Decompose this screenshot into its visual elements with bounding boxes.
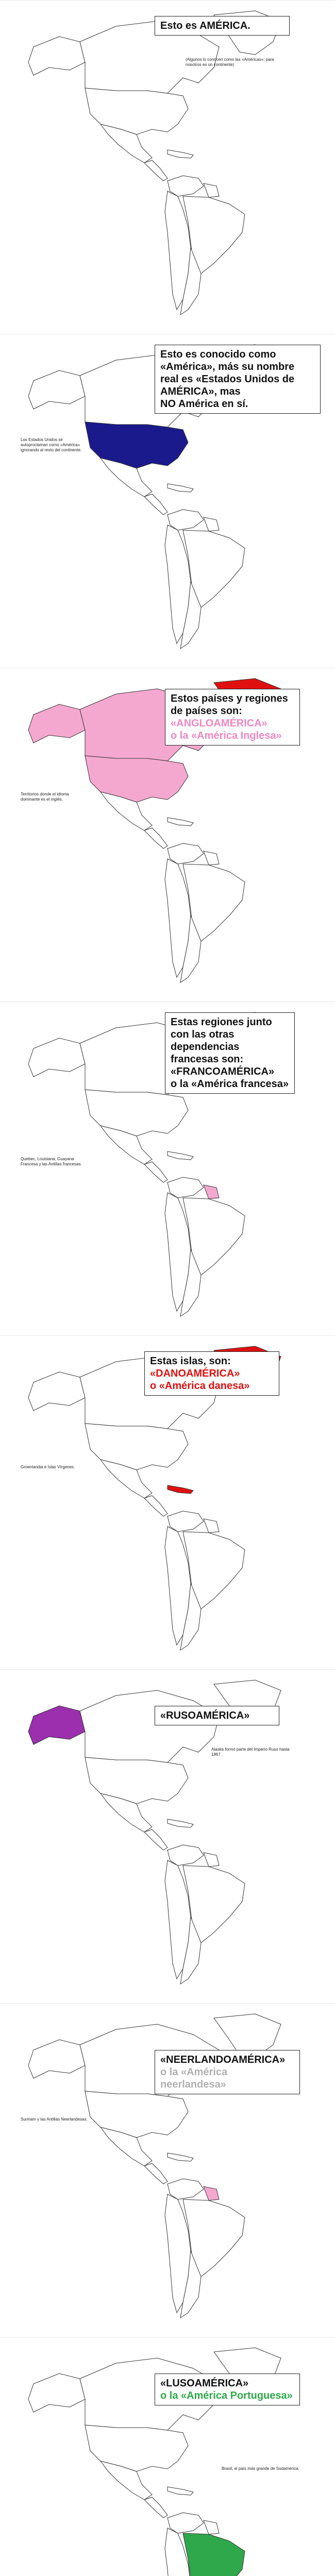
panel-title-box (155, 2050, 300, 2094)
panel-title-box (165, 689, 300, 745)
panel-title-accent: «ANGLOAMÉRICA» (171, 718, 267, 729)
region-colvz (167, 843, 204, 864)
panel-title-sub: o la «América francesa» (171, 1078, 289, 1090)
panel-title-box (155, 16, 290, 36)
region-colvz (167, 2513, 204, 2533)
region-central (144, 2497, 167, 2518)
region-colvz (167, 2179, 204, 2199)
panel-title: Estas islas, son: (150, 1355, 231, 1367)
map-panel (0, 2337, 335, 2576)
region-central (144, 494, 167, 515)
region-alaska (28, 370, 85, 409)
region-alaska (28, 1038, 85, 1077)
region-caribbean (167, 1819, 193, 1827)
panel-note: Surinam y las Antillas Neerlandesas. (21, 2117, 88, 2122)
region-central (144, 1162, 167, 1182)
map-panel (0, 668, 335, 988)
region-usa (85, 2425, 188, 2471)
region-alaska (28, 704, 85, 743)
panel-title: Estas regiones junto con las otras dependencias francesas son: (171, 1016, 272, 1065)
region-caribbean (167, 1485, 193, 1494)
panel-title: Esto es AMÉRICA. (160, 20, 250, 31)
region-caribbean (167, 2153, 193, 2161)
region-guyanas (204, 2187, 219, 2200)
region-usa (85, 1757, 188, 1804)
region-caribbean (167, 150, 193, 158)
region-usa (85, 88, 188, 134)
map-panel (0, 1335, 335, 1655)
panel-note: Groenlandia e Islas Vírgenes. (21, 1465, 75, 1469)
panel-note: Los Estados Unidos se autoproclaman como «América» ignorando al resto del continente. (21, 437, 82, 452)
map-panel (0, 2003, 335, 2323)
map-panel (0, 0, 335, 320)
panel-note: Territorios donde el idioma dominante es el inglés. (21, 792, 69, 802)
region-usa (85, 756, 188, 802)
panel-title-box (144, 1351, 279, 1396)
region-central (144, 160, 167, 181)
panel-note: Brasil, el país más grande de Sudamérica. (222, 2466, 299, 2471)
region-colvz (167, 1177, 204, 1198)
region-colvz (167, 510, 204, 530)
region-guyanas (204, 851, 219, 865)
region-alaska (28, 2374, 85, 2412)
region-caribbean (167, 1151, 193, 1160)
region-colvz (167, 1511, 204, 1532)
map-panel (0, 1669, 335, 1989)
region-guyanas (204, 517, 219, 531)
region-alaska (28, 2040, 85, 2078)
region-colvz (167, 176, 204, 196)
panel-title: Estos países y regiones de países son: (171, 693, 288, 717)
region-caribbean (167, 484, 193, 492)
panel-title: «NEERLANDOAMÉRICA» (160, 2054, 286, 2065)
americas-map (0, 1, 335, 320)
panel-note: (Algunos lo conocen como las «Américas»; para nosotros es un continente) (186, 57, 274, 67)
region-caribbean (167, 2487, 193, 2495)
region-usa (85, 1423, 188, 1470)
region-usa (85, 422, 188, 468)
region-alaska (28, 1372, 85, 1411)
panel-note: Quebec, Louisiana, Guayana Francesa y las Antillas francesas. (21, 1157, 82, 1166)
region-canada (80, 1690, 219, 1762)
region-guyanas (204, 1853, 219, 1867)
region-usa (85, 2091, 188, 2138)
region-brazil (183, 2533, 245, 2576)
region-guyanas (204, 1519, 219, 1533)
panel-title-sub: o la «América Inglesa» (171, 730, 282, 741)
region-caribbean (167, 818, 193, 826)
region-alaska (28, 37, 85, 75)
region-central (144, 1829, 167, 1850)
region-central (144, 1496, 167, 1516)
region-guyanas (204, 1185, 219, 1199)
panel-title-box (165, 1012, 295, 1094)
panel-title-accent: o la «América neerlandesa» (160, 2066, 228, 2090)
panel-title-box (155, 1706, 279, 1725)
panel-title: «RUSOAMÉRICA» (160, 1710, 250, 1721)
region-guyanas (204, 2520, 219, 2534)
panel-title: Esto es conocido como «América», más su nombre real es «Estados Unidos de AMÉRICA», mas (160, 349, 295, 397)
panel-title-accent: o la «América Portuguesa» (160, 2390, 293, 2401)
panel-title-sub: o «América danesa» (150, 1380, 250, 1392)
region-colvz (167, 1845, 204, 1866)
map-panel (0, 1002, 335, 1321)
panel-title-box (155, 2374, 300, 2405)
panel-title-accent: NO América en sí. (160, 398, 248, 410)
region-central (144, 828, 167, 849)
panel-title-accent: «FRANCOAMÉRICA» (171, 1066, 275, 1077)
panel-title-box (155, 345, 321, 414)
region-guyanas (204, 183, 219, 197)
panel-note: Alaska formó parte del Imperio Ruso hasta 1867. (211, 1747, 290, 1757)
region-central (144, 2163, 167, 2184)
panel-title: «LUSOAMÉRICA» (160, 2378, 249, 2389)
panel-title-accent: «DANOAMÉRICA» (150, 1368, 240, 1379)
map-panel (0, 334, 335, 654)
region-alaska (28, 1706, 85, 1744)
region-usa (85, 1090, 188, 1136)
